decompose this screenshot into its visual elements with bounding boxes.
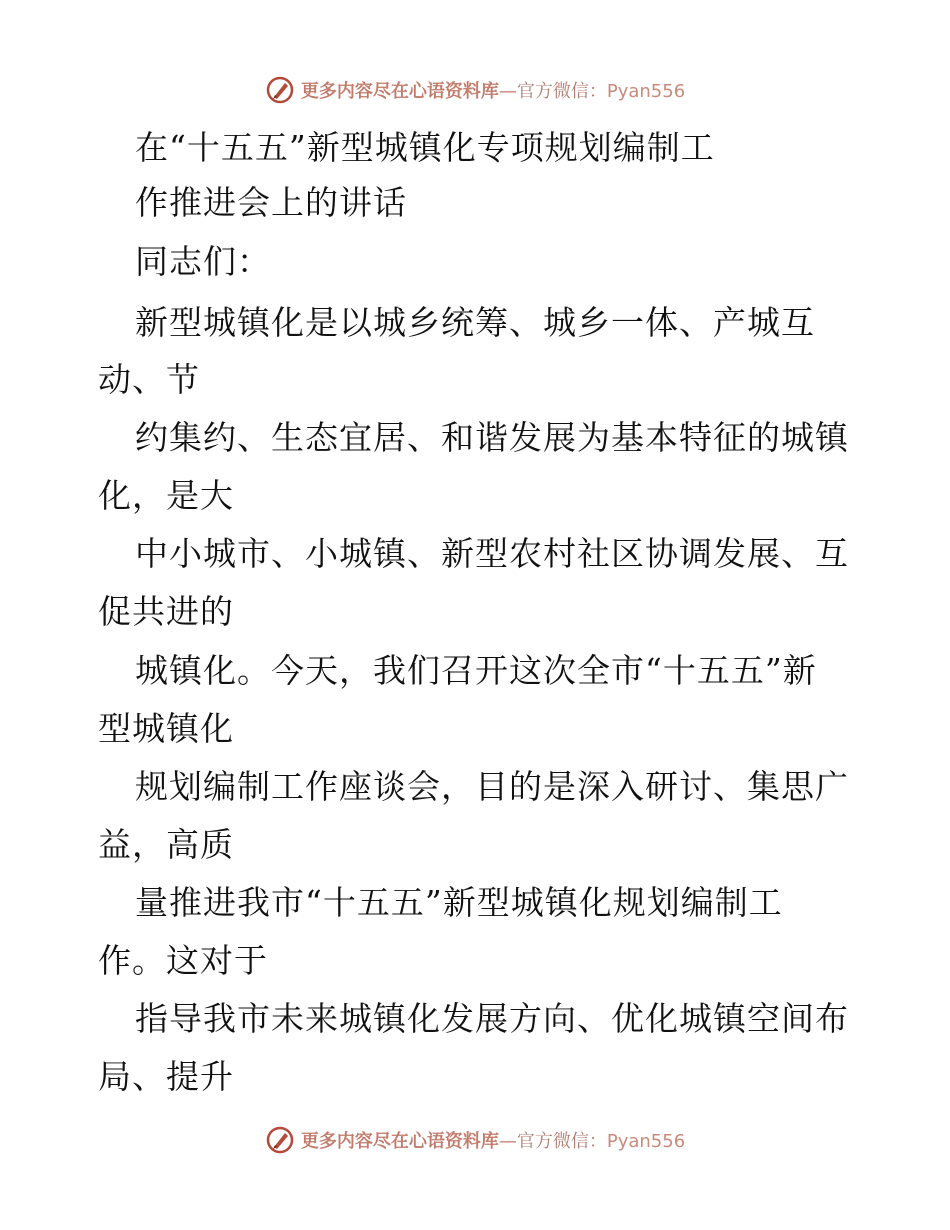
watermark-text — [301, 1127, 685, 1153]
body-line: 动、节 — [98, 360, 200, 399]
pen-logo-icon — [265, 75, 295, 105]
body-line: 规划编制工作座谈会，目的是深入研讨、集思广 — [135, 767, 849, 806]
body-line: 作。这对于 — [98, 941, 268, 980]
title-line-2: 作推进会上的讲话 — [135, 183, 407, 222]
body-line: 新型城镇化是以城乡统筹、城乡一体、产城互 — [135, 303, 815, 342]
watermark-wechat-label: 官方微信： — [516, 1131, 607, 1152]
watermark-dash: — — [498, 1131, 517, 1152]
salutation: 同志们： — [135, 242, 271, 281]
watermark-main-text: 更多内容尽在心语资料库 — [300, 1131, 499, 1152]
body-line: 促共进的 — [98, 592, 234, 631]
body-line: 化，是大 — [98, 476, 234, 515]
body-line: 型城镇化 — [98, 709, 234, 748]
body-line: 量推进我市“十五五”新型城镇化规划编制工 — [135, 883, 783, 922]
watermark-header — [0, 70, 950, 110]
watermark-wechat-id: Pyan556 — [606, 81, 686, 102]
body-line: 中小城市、小城镇、新型农村社区协调发展、互 — [135, 534, 849, 573]
body-line: 城镇化。今天，我们召开这次全市“十五五”新 — [135, 651, 817, 690]
watermark-main-text: 更多内容尽在心语资料库 — [300, 81, 499, 102]
body-line: 指导我市未来城镇化发展方向、优化城镇空间布 — [135, 999, 849, 1038]
body-line: 约集约、生态宜居、和谐发展为基本特征的城镇 — [135, 418, 849, 457]
pen-logo-icon — [265, 1125, 295, 1155]
watermark-wechat-label: 官方微信： — [516, 81, 607, 102]
watermark-footer — [0, 1120, 950, 1160]
body-line: 益，高质 — [98, 825, 234, 864]
watermark-dash: — — [498, 81, 517, 102]
watermark-text — [301, 77, 685, 103]
watermark-wechat-id: Pyan556 — [606, 1131, 686, 1152]
title-line-1: 在“十五五”新型城镇化专项规划编制工 — [135, 128, 715, 167]
body-line: 局、提升 — [98, 1057, 234, 1096]
